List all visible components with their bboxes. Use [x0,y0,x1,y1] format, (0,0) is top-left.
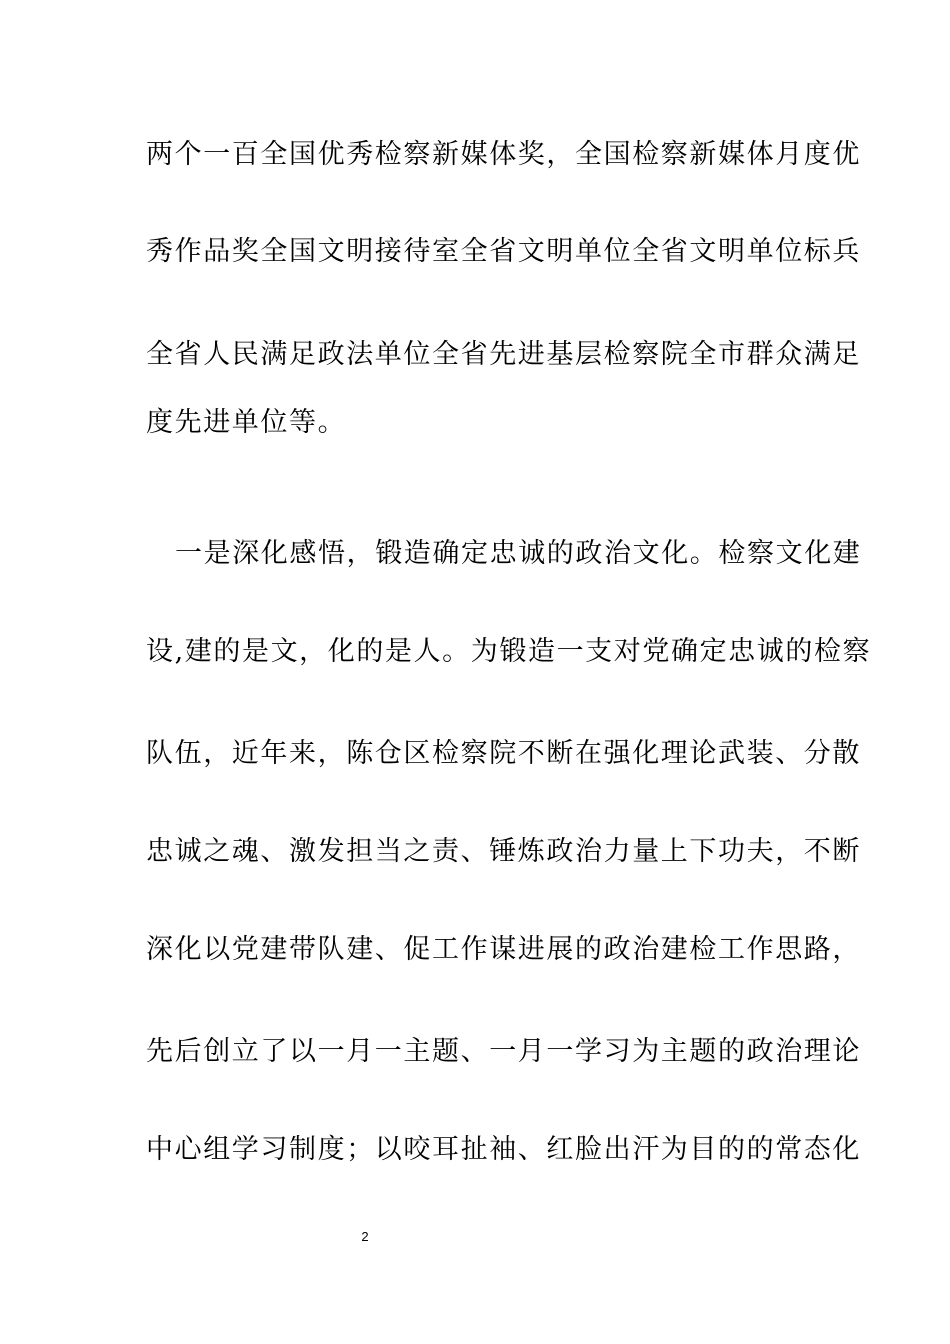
text-line-4: 度先进单位等。 [146,407,347,438]
text-line-5: 一是深化感悟，锻造确定忠诚的政治文化。检察文化建 [175,538,862,569]
text-line-1: 两个一百全国优秀检察新媒体奖，全国检察新媒体月度优 [146,139,861,170]
text-line-3: 全省人民满足政法单位全省先进基层检察院全市群众满足 [146,339,861,370]
text-line-8: 忠诚之魂、激发担当之责、锤炼政治力量上下功夫，不断 [146,836,861,867]
text-line-11: 中心组学习制度；以咬耳扯袖、红脸出汗为目的的常态化 [146,1134,861,1165]
text-line-6: 设,建的是文，化的是人。为锻造一支对党确定忠诚的检察 [146,636,872,667]
text-line-9: 深化以党建带队建、促工作谋进展的政治建检工作思路， [146,934,861,965]
page-number: 2 [361,1229,369,1244]
text-line-7: 队伍，近年来，陈仓区检察院不断在强化理论武装、分散 [146,738,861,769]
text-line-2: 秀作品奖全国文明接待室全省文明单位全省文明单位标兵 [146,236,861,267]
text-line-10: 先后创立了以一月一主题、一月一学习为主题的政治理论 [146,1036,861,1067]
